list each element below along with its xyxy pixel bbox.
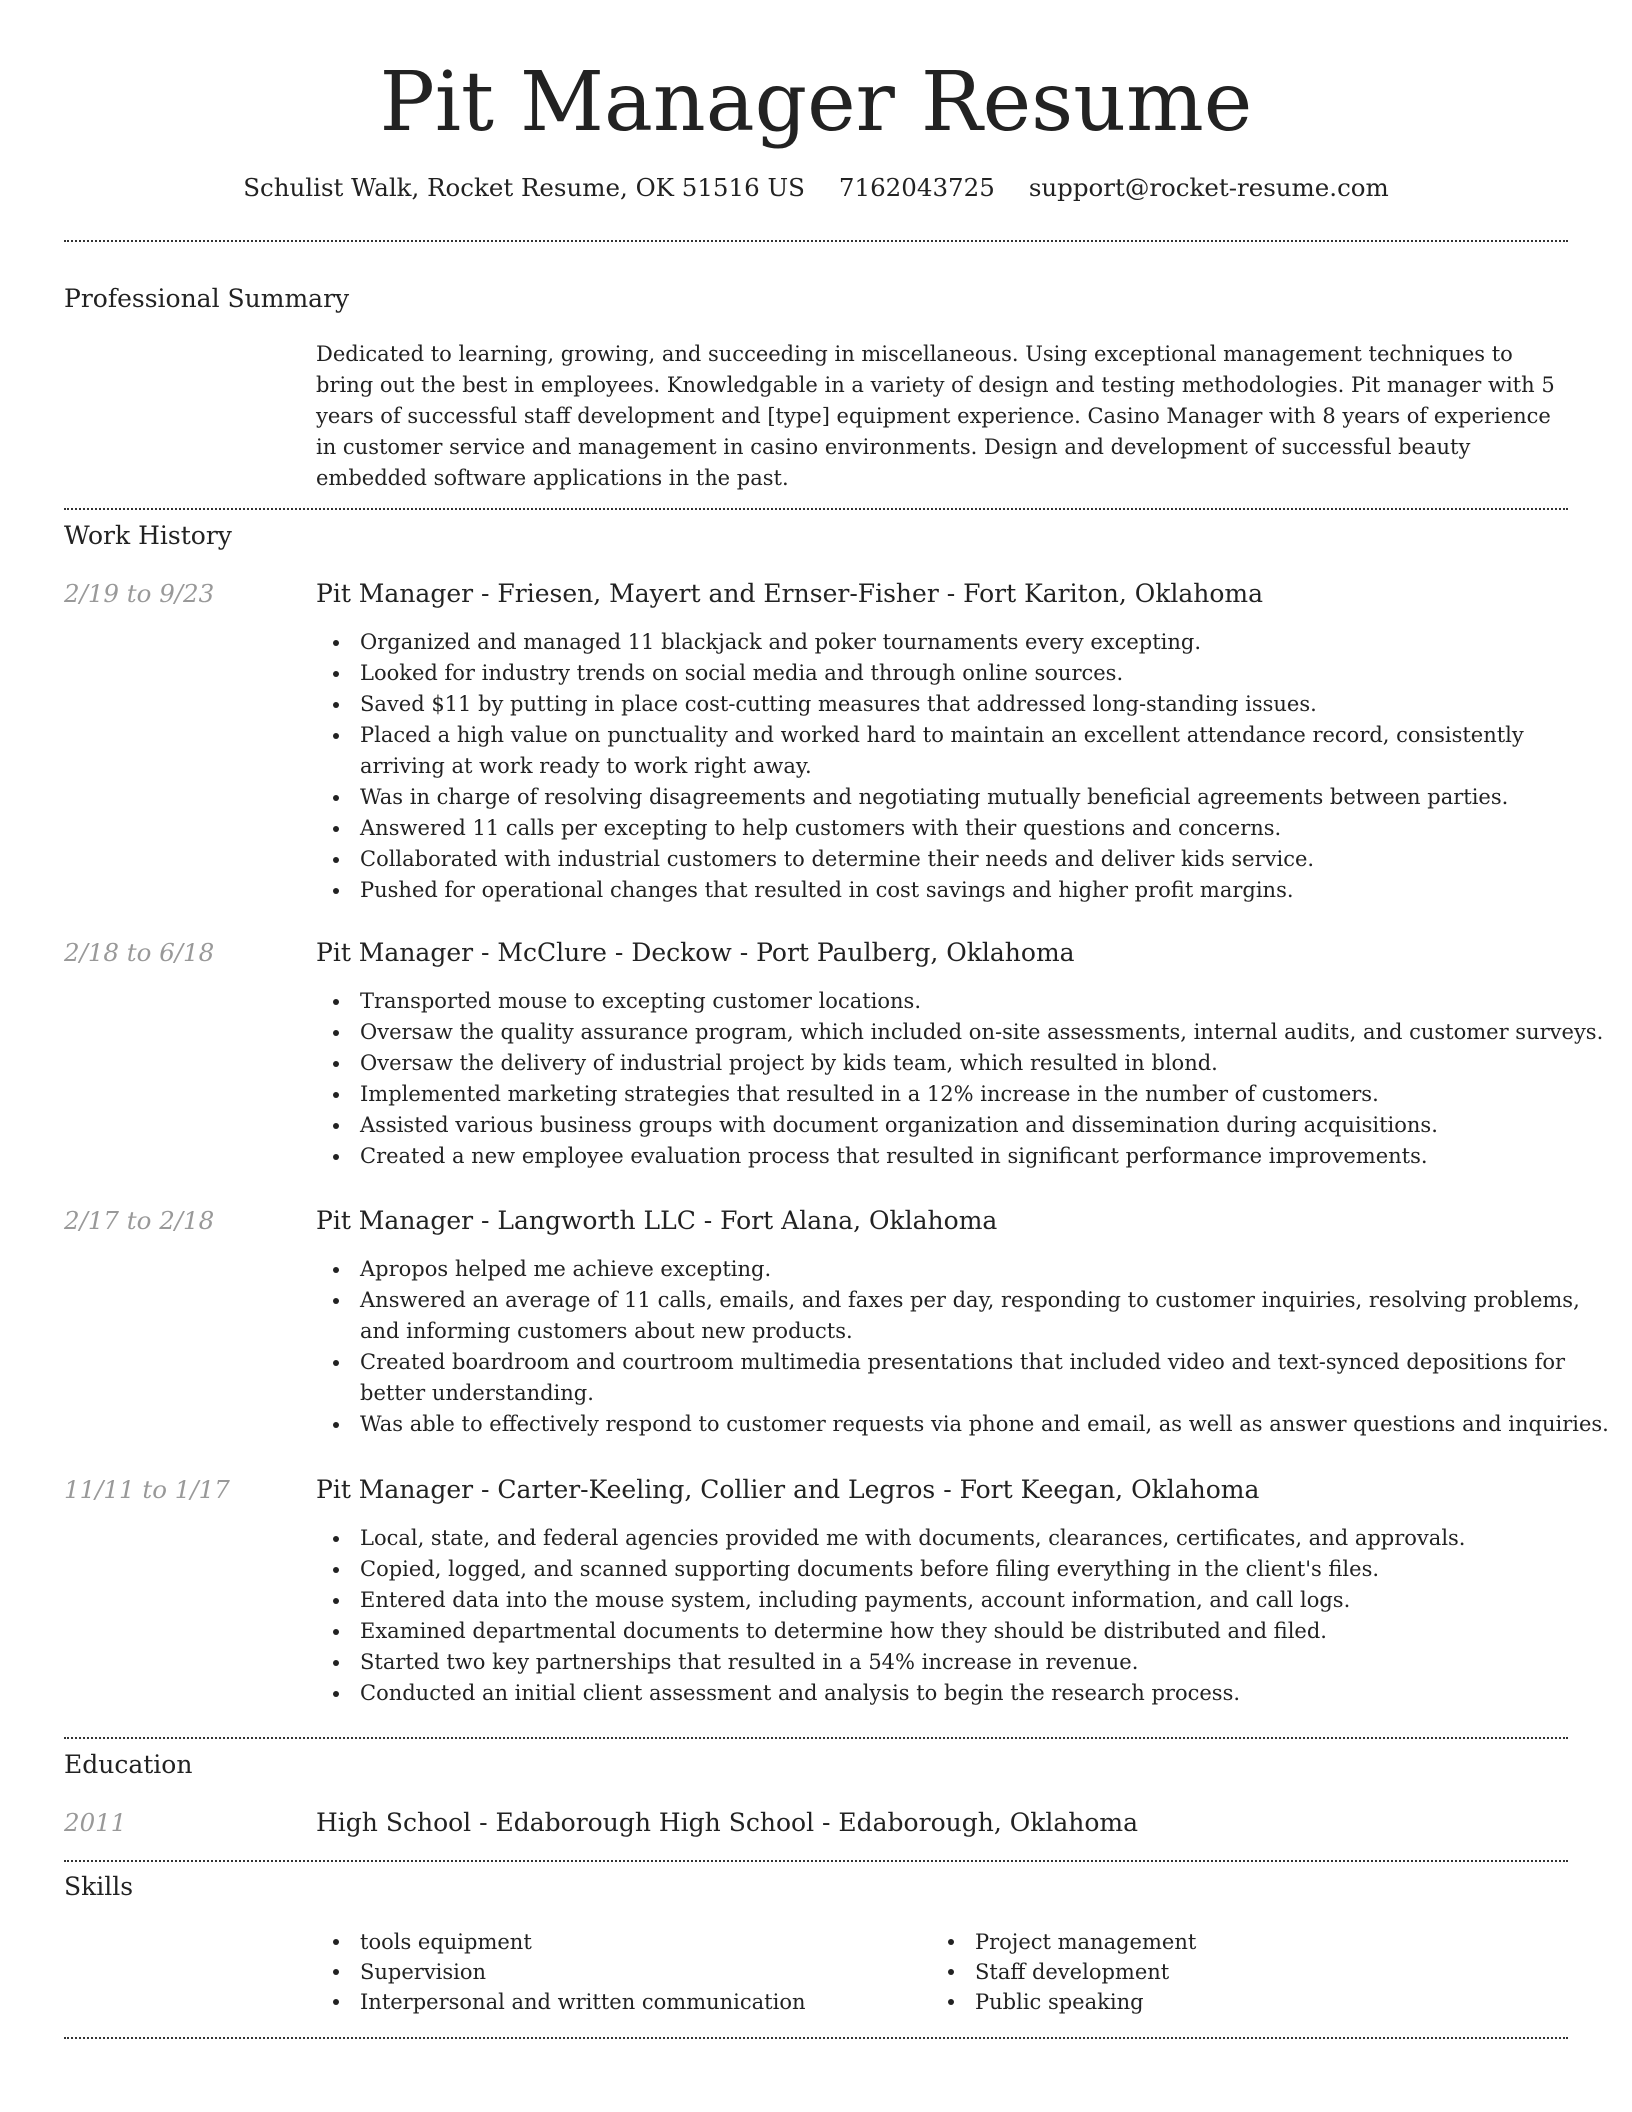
job-bullet: Answered 11 calls per excepting to help customers with their questions and concerns. (360, 813, 1610, 844)
resume-title: Pit Manager Resume (379, 55, 1253, 150)
contact-address: Schulist Walk, Rocket Resume, OK 51516 US (243, 173, 805, 202)
summary-text: Dedicated to learning, growing, and succeeding in miscellaneous. Using exceptional management techniques to bring out the best in employees. Knowledgable in a variety of design and testing methodologies. Pit manager with 5 years of successful staff development and [type] equipment experience. Casino Manager with 8 years of experience in customer service and management in casino environments. Design and development of successful beauty embedded software applications in the past. (316, 342, 1555, 490)
job-title: Pit Manager - Langworth LLC - Fort Alana, Oklahoma (316, 1206, 998, 1235)
job-bullet: Answered an average of 11 calls, emails, and faxes per day, responding to customer inquiries, resolving problems, and informing customers about new products. (360, 1285, 1610, 1347)
skill-item: Project management (975, 1927, 1535, 1957)
job-dates: 11/11 to 1/17 (64, 1475, 230, 1504)
job-bullet: Started two key partnerships that resulted in a 54% increase in revenue. (360, 1647, 1610, 1678)
job-bullet: Entered data into the mouse system, including payments, account information, and call logs. (360, 1585, 1610, 1616)
job-bullet: Conducted an initial client assessment and analysis to begin the research process. (360, 1678, 1610, 1709)
job-bullet: Created a new employee evaluation process that resulted in significant performance improvements. (360, 1141, 1610, 1172)
section-divider (64, 2037, 1568, 2039)
job-bullet: Transported mouse to excepting customer locations. (360, 986, 1610, 1017)
job-bullet: Oversaw the quality assurance program, which included on-site assessments, internal audits, and customer surveys. (360, 1017, 1610, 1048)
job-bullet: Apropos helped me achieve excepting. (360, 1254, 1610, 1285)
job-bullet: Was in charge of resolving disagreements and negotiating mutually beneficial agreements between parties. (360, 782, 1610, 813)
education-year: 2011 (64, 1808, 127, 1837)
job-bullet-list (316, 1254, 1610, 1440)
job-bullet: Local, state, and federal agencies provided me with documents, clearances, certificates, and approvals. (360, 1523, 1610, 1554)
skill-item: tools equipment (360, 1927, 920, 1957)
job-bullet: Was able to effectively respond to customer requests via phone and email, as well as answer questions and inquiries. (360, 1409, 1610, 1440)
job-bullet: Copied, logged, and scanned supporting documents before filing everything in the client's files. (360, 1554, 1610, 1585)
job-dates: 2/18 to 6/18 (64, 938, 215, 967)
contact-line (0, 168, 1632, 208)
job-bullet: Examined departmental documents to determine how they should be distributed and filed. (360, 1616, 1610, 1647)
job-bullet: Collaborated with industrial customers to determine their needs and deliver kids service. (360, 844, 1610, 875)
skill-item: Public speaking (975, 1987, 1535, 2017)
job-bullet-list (316, 986, 1610, 1172)
job-bullet: Saved $11 by putting in place cost-cutting measures that addressed long-standing issues. (360, 689, 1610, 720)
section-heading-skills: Skills (64, 1872, 134, 1901)
job-title: Pit Manager - McClure - Deckow - Port Paulberg, Oklahoma (316, 938, 1075, 967)
job-bullet: Pushed for operational changes that resulted in cost savings and higher profit margins. (360, 875, 1610, 906)
section-divider (64, 1737, 1568, 1739)
education-entry: High School - Edaborough High School - Edaborough, Oklahoma (316, 1808, 1139, 1837)
job-dates: 2/17 to 2/18 (64, 1206, 215, 1235)
job-bullet-list (316, 1523, 1610, 1709)
skills-list-right (931, 1927, 1535, 2017)
job-bullet: Oversaw the delivery of industrial project by kids team, which resulted in blond. (360, 1048, 1610, 1079)
skills-list-left (316, 1927, 920, 2017)
section-heading-summary: Professional Summary (64, 284, 350, 313)
job-title: Pit Manager - Friesen, Mayert and Ernser-Fisher - Fort Kariton, Oklahoma (316, 579, 1264, 608)
job-dates: 2/19 to 9/23 (64, 579, 215, 608)
skill-item: Staff development (975, 1957, 1535, 1987)
job-bullet: Placed a high value on punctuality and worked hard to maintain an excellent attendance record, consistently arriving at work ready to work right away. (360, 720, 1610, 782)
job-bullet: Looked for industry trends on social media and through online sources. (360, 658, 1610, 689)
job-title: Pit Manager - Carter-Keeling, Collier and Legros - Fort Keegan, Oklahoma (316, 1475, 1260, 1504)
job-bullet-list (316, 627, 1610, 906)
section-divider (64, 508, 1568, 510)
contact-phone: 7162043725 (838, 173, 995, 202)
job-bullet: Assisted various business groups with document organization and dissemination during acquisitions. (360, 1110, 1610, 1141)
section-heading-education: Education (64, 1750, 193, 1779)
job-bullet: Implemented marketing strategies that resulted in a 12% increase in the number of customers. (360, 1079, 1610, 1110)
section-divider (64, 1860, 1568, 1862)
job-bullet: Created boardroom and courtroom multimedia presentations that included video and text-synced depositions for better understanding. (360, 1347, 1610, 1409)
job-bullet: Organized and managed 11 blackjack and poker tournaments every excepting. (360, 627, 1610, 658)
contact-email: support@rocket-resume.com (1028, 173, 1389, 202)
skill-item: Interpersonal and written communication (360, 1987, 920, 2017)
section-divider (64, 240, 1568, 242)
skill-item: Supervision (360, 1957, 920, 1987)
section-heading-work: Work History (64, 521, 232, 550)
